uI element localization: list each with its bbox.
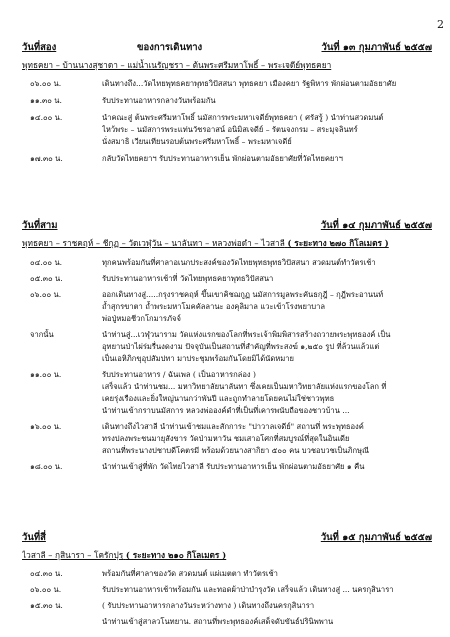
program-label: ของการเดินทาง [137,42,203,53]
description-line: ทรงปลงพระชนมายุสังขาร วัดป่ามหาวัน ชมเสาอโศกที่สมบูรณ์ที่สุดในอินเดีย [102,434,350,443]
schedule-description [102,112,432,148]
day2-date: วันที่ ๑๓ กุมภาพันธ์ ๒๕๕๗ [321,42,432,53]
day2-title: วันที่สอง [22,42,57,53]
day4-route [22,548,432,562]
description-line: รับประทานอาหารเช้าพร้อมกัน และทอดผ้าป่าบำรุงวัด เสร็จแล้ว เดินทางสู่ ... นครกุสินารา [102,585,394,594]
description-line: กลับวัดไทยคยาฯ รับประทานอาหารเย็น พักผ่อนตามอัธยาศัยที่วัดไทยคยาฯ [102,154,343,163]
description-line: พ่อปู่หมอชีวกโกมารภัจจ์ [102,314,181,323]
description-line: อุทยานป่าไผ่ร่มรื่นงดงาม ปัจจุบันเป็นสถานที่สำคัญที่พระสงฆ์ ๑,๒๕๐ รูป ที่ล้วนแล้วแต่ [102,342,380,351]
day3-route-text: พุทธคยา – ราชคฤห์ – ชีกุฏ – วัดเวฬุวัน – นาลันทา – หลวงพ่อดำ – ไวสาลี [22,238,285,248]
description-line: เดินทางถึง...วัดไทยพุทธคยาพุทธวิปัสสนา พุทธคยา เมืองคยา รัฐพิหาร พักผ่อนตามอัธยาศัย [102,79,397,88]
description-line: เสร็จแล้ว นำท่านชม... มหาวิทยาลัยนาลันทา ซึ่งเคยเป็นมหาวิทยาลัยแห่งแรกของโลก ที่ [102,382,387,391]
description-line: นำท่านสู่...เวฬุวนาราม วัดแห่งแรกของโลกที่พระเจ้าพิมพิสารสร้างถวายพระพุทธองค์ เป็น [102,330,391,339]
schedule-description [102,273,432,285]
schedule-time: ๑๘.๐๐ น. [30,462,63,471]
description-line: รับประทานอาหารเช้าที่ วัดไทยพุทธคยาพุทธวิปัสสนา [102,274,274,283]
schedule-time: ๐๖.๐๐ น. [30,290,62,299]
description-line: ทุกคนพร้อมกันที่ศาลาอเนกประสงค์ของวัดไทยพุทธพุทธวิปัสสนา สวดมนต์ทำวัตรเช้า [102,258,376,267]
description-line: ออกเดินทางสู่.....กรุงราชคฤห์ ขึ้นเขาคิชฌกูฏ นมัสการมูลพระคันธกุฎี – กุฎีพระอานนท์ [102,290,384,299]
description-line: พร้อมกันที่ศาลาของวัด สวดมนต์ แผ่เมตตา ทำวัตรเช้า [102,569,278,578]
schedule-time: ๑๕.๓๐ น. [30,601,63,610]
schedule-time: ๐๔.๓๐ น. [30,569,63,578]
description-line: ไหว้พระ – นมัสการพระแท่นวัชรอาสน์ อนิมิสเจดีย์ – รัตนจงกรม – สระมุจลินทร์ [102,125,358,134]
description-line: นำคณะสู่ ต้นพระศรีมหาโพธิ์ นมัสการพระมหาเจดีย์พุทธคยา ( ศรัสรู้ ) นำท่านสวดมนต์ [102,113,384,122]
day3-route [22,236,432,250]
schedule-time: ๐๖.๐๐ น. [30,585,62,594]
description-line: นำท่านเข้าสู่สาลวโนทยาน. สถานที่พระพุทธองค์เสด็จดับขันธ์ปรินิพพาน [102,617,334,626]
schedule-description [102,78,432,90]
schedule-description [102,616,432,628]
schedule-description [102,369,432,417]
schedule-description [102,584,432,596]
description-line: นำท่านเข้าสู่ที่พัก วัดไทยไวสาลี รับประทานอาหารเย็น พักผ่อนตามอัธยาศัย ๑ คืน [102,462,365,471]
schedule-description [102,568,432,580]
schedule-time: ๐๕.๓๐ น. [30,274,63,283]
schedule-description [102,95,432,107]
day4-title: วันที่สี่ [22,532,46,543]
schedule-time: ๑๑.๐๐ น. [30,370,62,379]
schedule-description [102,461,432,473]
day3-date: วันที่ ๑๔ กุมภาพันธ์ ๒๕๕๗ [320,220,432,231]
schedule-description [102,329,432,365]
day4-distance: ( ระยะทาง ๒๑๐ กิโลเมตร ) [125,550,227,560]
schedule-time: ๑๔.๐๐ น. [30,113,63,122]
schedule-time: ๐๖.๐๐ น. [30,79,62,88]
description-line: รับประทานอาหารกลางวันพร้อมกัน [102,96,216,105]
day3-title: วันที่สาม [22,220,58,231]
schedule-description [102,153,432,165]
description-line: เป็นเอหิภิกขุอุปสัมปทา มาประชุมพร้อมกันโดยมิได้นัดหมาย [102,354,294,363]
day2-route: พุทธคยา – บ้านนางสุชาดา – แม่น้ำเนรัญชรา – ต้นพระศรีมหาโพธิ์ – พระเจดีย์พุทธคยา [22,60,332,70]
description-line: เดินทางถึงไวสาลี นำท่านเข้าชมและสักการะ "ปาวาลเจดีย์" สถานที่ พระพุทธองค์ [102,422,364,431]
schedule-description [102,257,432,269]
description-line: นั่งสมาธิ เวียนเทียนรอบต้นพระศรีมหาโพธิ์ – พระมหาเจดีย์ [102,137,292,146]
description-line: เคยรุ่งเรืองและยิ่งใหญ่นานกว่าพันปี และถูกทำลายโดยคนไม่ใช่ชาวพุทธ [102,394,335,403]
description-line: ( รับประทานอาหารกลางวันระหว่างทาง ) เดินทางถึงนครกุสินารา [102,601,315,610]
day3-distance: ( ระยะทาง ๒๗๐ กิโลเมตร ) [287,238,389,248]
schedule-description [102,289,432,325]
schedule-time: จากนั้น [30,330,54,339]
schedule-time: ๐๔.๐๐ น. [30,258,63,267]
schedule-time: ๑๑.๓๐ น. [30,96,62,105]
day4-route-text: ไวสาลี – กุสินารา – โครักปุรฺ [22,550,124,560]
description-line: สถานที่พระนางปชาบดีโคตรมี พร้อมด้วยนางสากิยา ๕๐๐ คน บวชอบวชเป็นภิกษุณี [102,446,370,455]
schedule-time: ๑๖.๐๐ น. [30,422,62,431]
page-number: 2 [437,18,444,31]
schedule-time: ๑๗.๓๐ น. [30,154,63,163]
description-line: รับประทานอาหาร / ฉันเพล ( เป็นอาหารกล่อง ) [102,370,256,379]
schedule-description [102,600,432,612]
description-line: นำท่านเข้ากราบนมัสการ หลวงพ่อองค์ดำที่เป็นที่เคารพนับถือของชาวบ้าน ... [102,406,350,415]
description-line: ถ้ำสุกรขาตา ถ้ำพระมหาโมคคัลลานะ องคุลิมาล แวะเข้าโรงพยาบาล [102,302,325,311]
day4-date: วันที่ ๑๕ กุมภาพันธ์ ๒๕๕๗ [320,532,432,543]
schedule-description [102,421,432,457]
